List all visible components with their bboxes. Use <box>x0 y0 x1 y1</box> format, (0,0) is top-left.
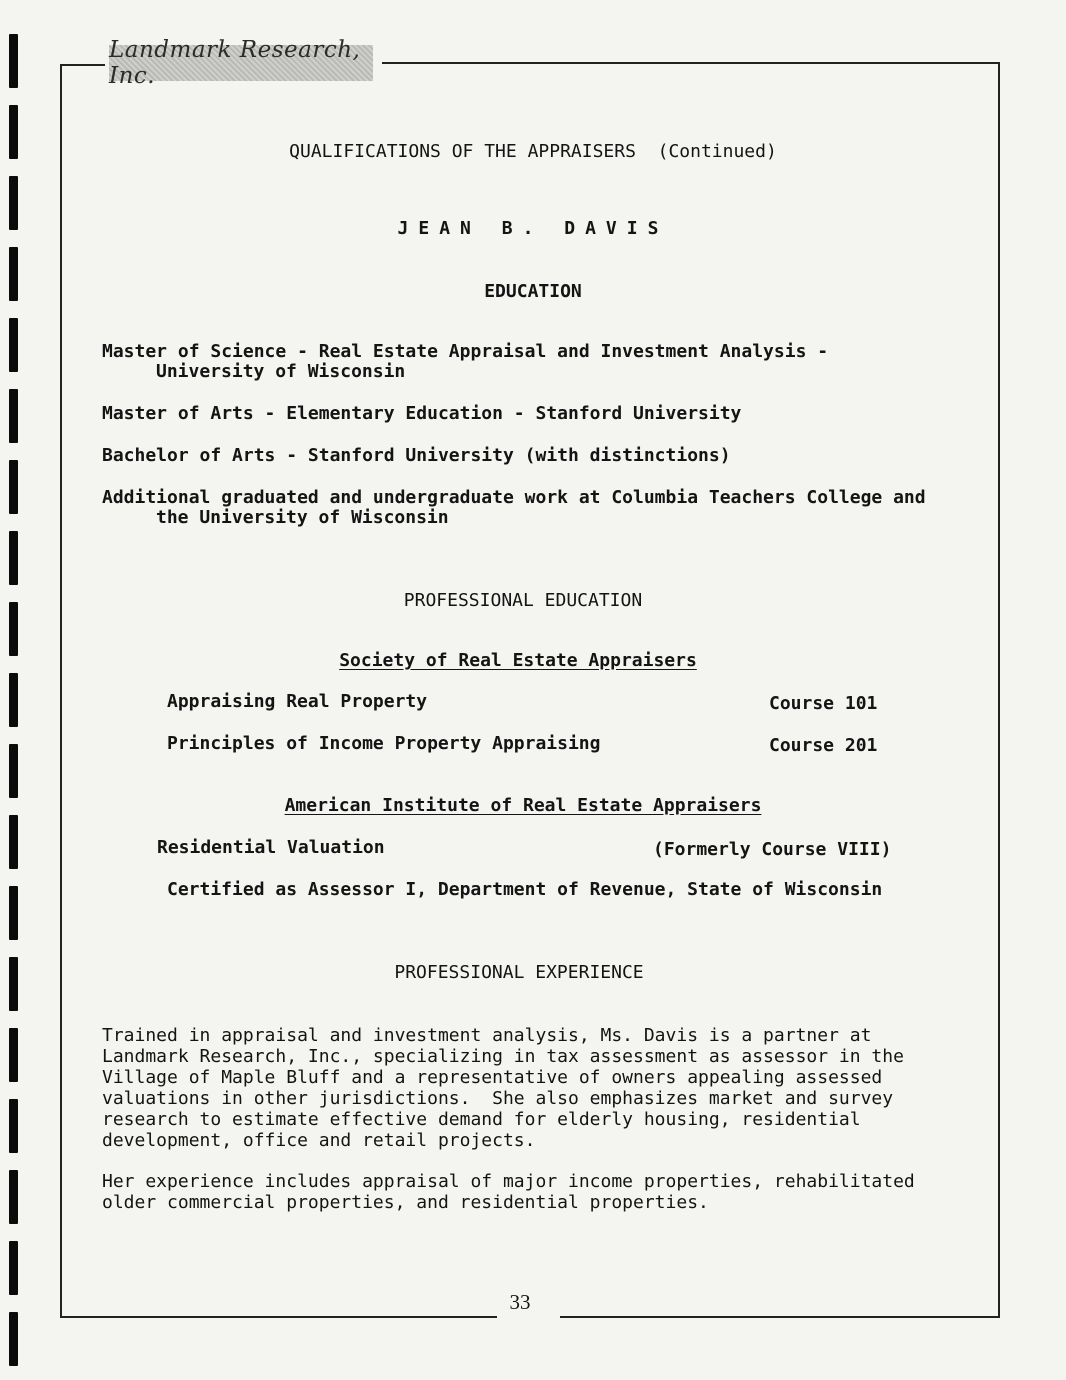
course-number: Course 101 <box>769 693 878 714</box>
frame-bottom-right <box>560 1316 1000 1318</box>
course-title: Appraising Real Property <box>167 691 428 712</box>
course-title: Residential Valuation <box>157 837 385 858</box>
education-entry-line: Bachelor of Arts - Stanford University (with distinctions) <box>102 445 731 466</box>
certification: Certified as Assessor I, Department of Revenue, State of Wisconsin <box>167 879 883 900</box>
experience-paragraph <box>102 1025 922 1151</box>
org-name: Society of Real Estate Appraisers <box>339 650 697 671</box>
binder-hole <box>9 1028 18 1082</box>
binder-hole <box>9 1099 18 1153</box>
paragraph-line: Village of Maple Bluff and a representative of owners appealing assessed <box>102 1067 883 1088</box>
binder-hole <box>9 673 18 727</box>
paragraph-line: research to estimate effective demand for elderly housing, residential <box>102 1109 861 1130</box>
page-number: 33 <box>509 1290 531 1314</box>
binder-hole <box>9 1170 18 1224</box>
education-entry <box>102 446 731 466</box>
binder-hole <box>9 744 18 798</box>
education-entry <box>102 404 741 424</box>
course-number: Course 201 <box>769 735 878 756</box>
binder-hole <box>9 531 18 585</box>
education-heading: EDUCATION <box>484 281 582 302</box>
frame-left <box>60 64 62 1318</box>
education-entry-line: Master of Arts - Elementary Education - Stanford University <box>102 403 742 424</box>
paragraph-line: older commercial properties, and residential properties. <box>102 1192 709 1213</box>
education-entry-line: Additional graduated and undergraduate work at Columbia Teachers College and <box>102 487 926 508</box>
binder-hole <box>9 815 18 869</box>
logo-text: Landmark Research, Inc. <box>109 37 361 89</box>
frame-top-right <box>382 62 1000 64</box>
paragraph-line: development, office and retail projects. <box>102 1130 536 1151</box>
binder-hole <box>9 318 18 372</box>
experience-paragraph <box>102 1171 922 1213</box>
company-logo <box>109 37 373 89</box>
binder-hole <box>9 389 18 443</box>
binder-hole <box>9 1241 18 1295</box>
org-name: American Institute of Real Estate Appraisers <box>284 795 762 816</box>
binder-hole <box>9 34 18 88</box>
course-title: Principles of Income Property Appraising <box>167 733 601 754</box>
education-entry-line: the University of Wisconsin <box>156 507 449 528</box>
frame-top-left <box>60 64 105 66</box>
education-entry <box>102 342 828 382</box>
paragraph-line: Trained in appraisal and investment analysis, Ms. Davis is a partner at <box>102 1025 872 1046</box>
page-title: QUALIFICATIONS OF THE APPRAISERS (Continued) <box>289 141 777 162</box>
paragraph-line: valuations in other jurisdictions. She also emphasizes market and survey <box>102 1088 894 1109</box>
education-entry-line: University of Wisconsin <box>156 361 406 382</box>
paragraph-line: Her experience includes appraisal of major income properties, rehabilitated <box>102 1171 915 1192</box>
frame-right <box>998 62 1000 1318</box>
frame-bottom-left <box>60 1316 497 1318</box>
education-entry-line: Master of Science - Real Estate Appraisal and Investment Analysis - <box>102 341 829 362</box>
binder-hole <box>9 460 18 514</box>
professional-experience-heading: PROFESSIONAL EXPERIENCE <box>394 962 644 983</box>
binder-hole <box>9 1312 18 1366</box>
paragraph-line: Landmark Research, Inc., specializing in tax assessment as assessor in the <box>102 1046 904 1067</box>
education-entry <box>102 488 926 528</box>
course-number: (Formerly Course VIII) <box>653 839 892 860</box>
professional-education-heading: PROFESSIONAL EDUCATION <box>403 590 643 611</box>
binder-hole <box>9 886 18 940</box>
appraiser-name: JEAN B. DAVIS <box>397 218 669 239</box>
